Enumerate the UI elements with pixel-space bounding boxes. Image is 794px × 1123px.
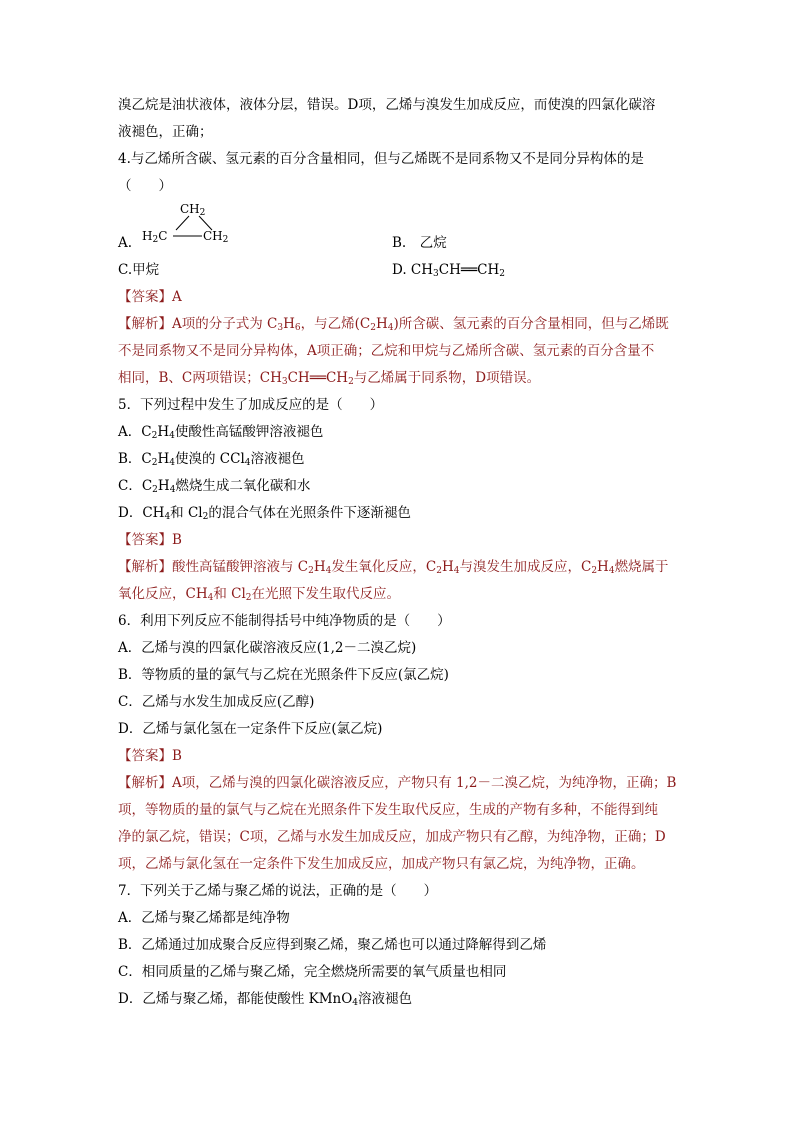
text-line: 液褪色，正确； bbox=[118, 124, 213, 140]
q6-option-d: D．乙烯与氯化氢在一定条件下反应(氯乙烷) bbox=[118, 721, 383, 737]
analysis-6-line-4: 项，乙烯与氯化氢在一定条件下发生加成反应，加成产物只有氯乙烷，为纯净物，正确。 bbox=[118, 856, 645, 872]
q5-option-c: C．$C_2H_4$燃烧生成二氧化碳和水 bbox=[118, 478, 311, 495]
analysis-6-line-3: 净的氯乙烷，错误；C项，乙烯与水发生加成反应，加成产物只有乙醇，为纯净物，正确；D bbox=[118, 829, 666, 845]
question-5: 5．下列过程中发生了加成反应的是（ ） bbox=[118, 397, 384, 413]
answer-4: 【答案】A bbox=[118, 289, 182, 305]
question-4: 4.与乙烯所含碳、氢元素的百分含量相同，但与乙烯既不是同系物又不是同分异构体的是 bbox=[118, 151, 644, 167]
q6-option-b: B．等物质的量的氯气与乙烷在光照条件下反应(氯乙烷) bbox=[118, 667, 449, 683]
analysis-4-line-1: 【解析】A项的分子式为 $C_3H_6$，与乙烯$(C_2H_4)$所含碳、氢元素的百分含量相同，但与乙烯既 bbox=[118, 316, 669, 333]
q5-option-a: A．$C_2H_4$使酸性高锰酸钾溶液褪色 bbox=[118, 424, 324, 441]
struct-left-label: $H_2C$ bbox=[142, 229, 168, 245]
answer-6: 【答案】B bbox=[118, 748, 182, 764]
option-b: B. 乙烷 bbox=[392, 235, 447, 251]
analysis-4-line-3: 相同，B、C两项错误；$CH_3CH══CH_2$与乙烯属于同系物，D项错误。 bbox=[118, 370, 541, 387]
option-a-label: A. bbox=[118, 235, 133, 251]
analysis-6-line-2: 项，等物质的量的氯气与乙烷在光照条件下发生取代反应，生成的产物有多种，不能得到纯 bbox=[118, 802, 658, 818]
q5-option-b: B．$C_2H_4$使溴的 CCl$_4$溶液褪色 bbox=[118, 451, 305, 468]
q7-option-d: D．乙烯与聚乙烯，都能使酸性 KMnO$_4$溶液褪色 bbox=[118, 991, 413, 1008]
analysis-5-line-2: 氧化反应，$CH_4$和 $Cl_2$在光照下发生取代反应。 bbox=[118, 586, 401, 603]
option-d: D. $CH_3CH══CH_2$ bbox=[392, 262, 505, 279]
q7-option-a: A．乙烯与聚乙烯都是纯净物 bbox=[118, 910, 290, 926]
text-line: 溴乙烷是油状液体，液体分层，错误。D项，乙烯与溴发生加成反应，而使溴的四氯化碳溶 bbox=[118, 97, 656, 113]
question-7: 7．下列关于乙烯与聚乙烯的说法，正确的是（ ） bbox=[118, 883, 438, 899]
option-c: C.甲烷 bbox=[118, 262, 160, 278]
struct-top-label: $CH_2$ bbox=[180, 202, 206, 218]
analysis-6-line-1: 【解析】A项，乙烯与溴的四氯化碳溶液反应，产物只有 1,2－二溴乙烷，为纯净物，正确；B bbox=[118, 775, 677, 791]
question-6: 6．利用下列反应不能制得括号中纯净物质的是（ ） bbox=[118, 613, 451, 629]
bond-left bbox=[176, 216, 189, 230]
q7-option-b: B．乙烯通过加成聚合反应得到聚乙烯，聚乙烯也可以通过降解得到乙烯 bbox=[118, 937, 547, 953]
analysis-5-line-1: 【解析】酸性高锰酸钾溶液与 $C_2H_4$发生氧化反应，$C_2H_4$与溴发生加成反应，$C_2H_4$燃烧属于 bbox=[118, 559, 669, 576]
answer-5: 【答案】B bbox=[118, 532, 182, 548]
q7-option-c: C．相同质量的乙烯与聚乙烯，完全燃烧所需要的氧气质量也相同 bbox=[118, 964, 507, 980]
bond-right bbox=[199, 216, 212, 230]
q6-option-c: C．乙烯与水发生加成反应(乙醇) bbox=[118, 694, 315, 710]
q6-option-a: A．乙烯与溴的四氯化碳溶液反应(1,2－二溴乙烷) bbox=[118, 640, 417, 656]
q5-option-d: D．$CH_4$和 $Cl_2$的混合气体在光照条件下逐渐褪色 bbox=[118, 505, 411, 522]
analysis-4-line-2: 不是同系物又不是同分异构体，A项正确；乙烷和甲烷与乙烯所含碳、氢元素的百分含量不 bbox=[118, 343, 655, 359]
question-4-paren: （ ） bbox=[118, 178, 172, 194]
struct-right-label: $CH_2$ bbox=[203, 229, 229, 245]
